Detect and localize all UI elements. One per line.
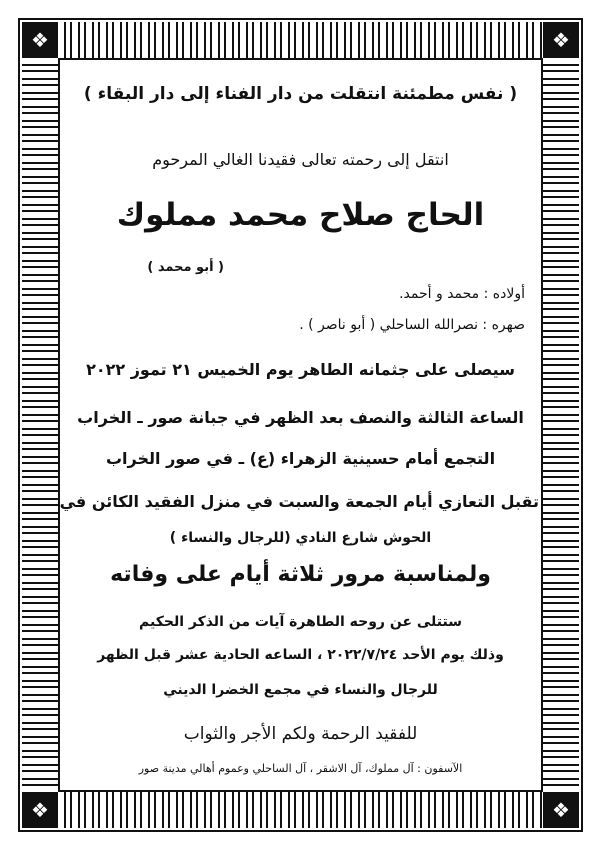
memorial-title: ولمناسبة مرور ثلاثة أيام على وفاته [110,562,491,587]
condolence-line-1: تقبل التعازي أيام الجمعة والسبت في منزل الفقيد الكائن في [59,492,539,511]
corner-ornament-icon: ❖ [22,22,58,58]
memorial-line-3: للرجال والنساء في مجمع الخضرا الديني [163,682,438,698]
closing: للفقيد الرحمة ولكم الأجر والثواب [183,724,418,744]
nickname: ( أبو محمد ) [147,260,224,275]
ornament-border-left [22,22,58,828]
condolence-line-2: الحوش شارع النادي (للرجال والنساء ) [169,530,432,546]
ornament-border-bottom [22,792,579,828]
corner-ornament-icon: ❖ [22,792,58,828]
memorial-line-2: وذلك يوم الأحد ٢٠٢٢/٧/٢٤ ، الساعه الحادية عشر قبل الظهر [97,647,504,663]
memorial-line-1: ستتلى عن روحه الطاهرة آيات من الذكر الحكيم [139,614,462,630]
funeral-line-1: سيصلى على جثمانه الطاهر يوم الخميس ٢١ تموز ٢٠٢٢ [86,360,515,379]
mourners: الآسفون : آل مملوك، آل الاشقر ، آل الساحلي وعموم أهالي مدينة صور [138,762,463,775]
deceased-name: الحاج صلاح محمد مملوك [116,197,485,233]
heading: ( نفس مطمئنة انتقلت من دار الفناء إلى دار البقاء ) [83,84,518,104]
corner-ornament-icon: ❖ [543,792,579,828]
funeral-line-3: التجمع أمام حسينية الزهراء (ع) ـ في صور الخراب [105,449,496,468]
sons: أولاده : محمد و أحمد. [399,286,525,302]
ornament-border-top [22,22,579,58]
obituary-body [59,62,539,788]
son-in-law: صهره : نصرالله الساحلي ( أبو ناصر ) . [299,317,525,333]
corner-ornament-icon: ❖ [543,22,579,58]
ornament-border-right [543,22,579,828]
funeral-line-2: الساعة الثالثة والنصف بعد الظهر في جبانة صور ـ الخراب [77,408,524,427]
intro: انتقل إلى رحمته تعالى فقيدنا الغالي المرحوم [152,150,449,169]
